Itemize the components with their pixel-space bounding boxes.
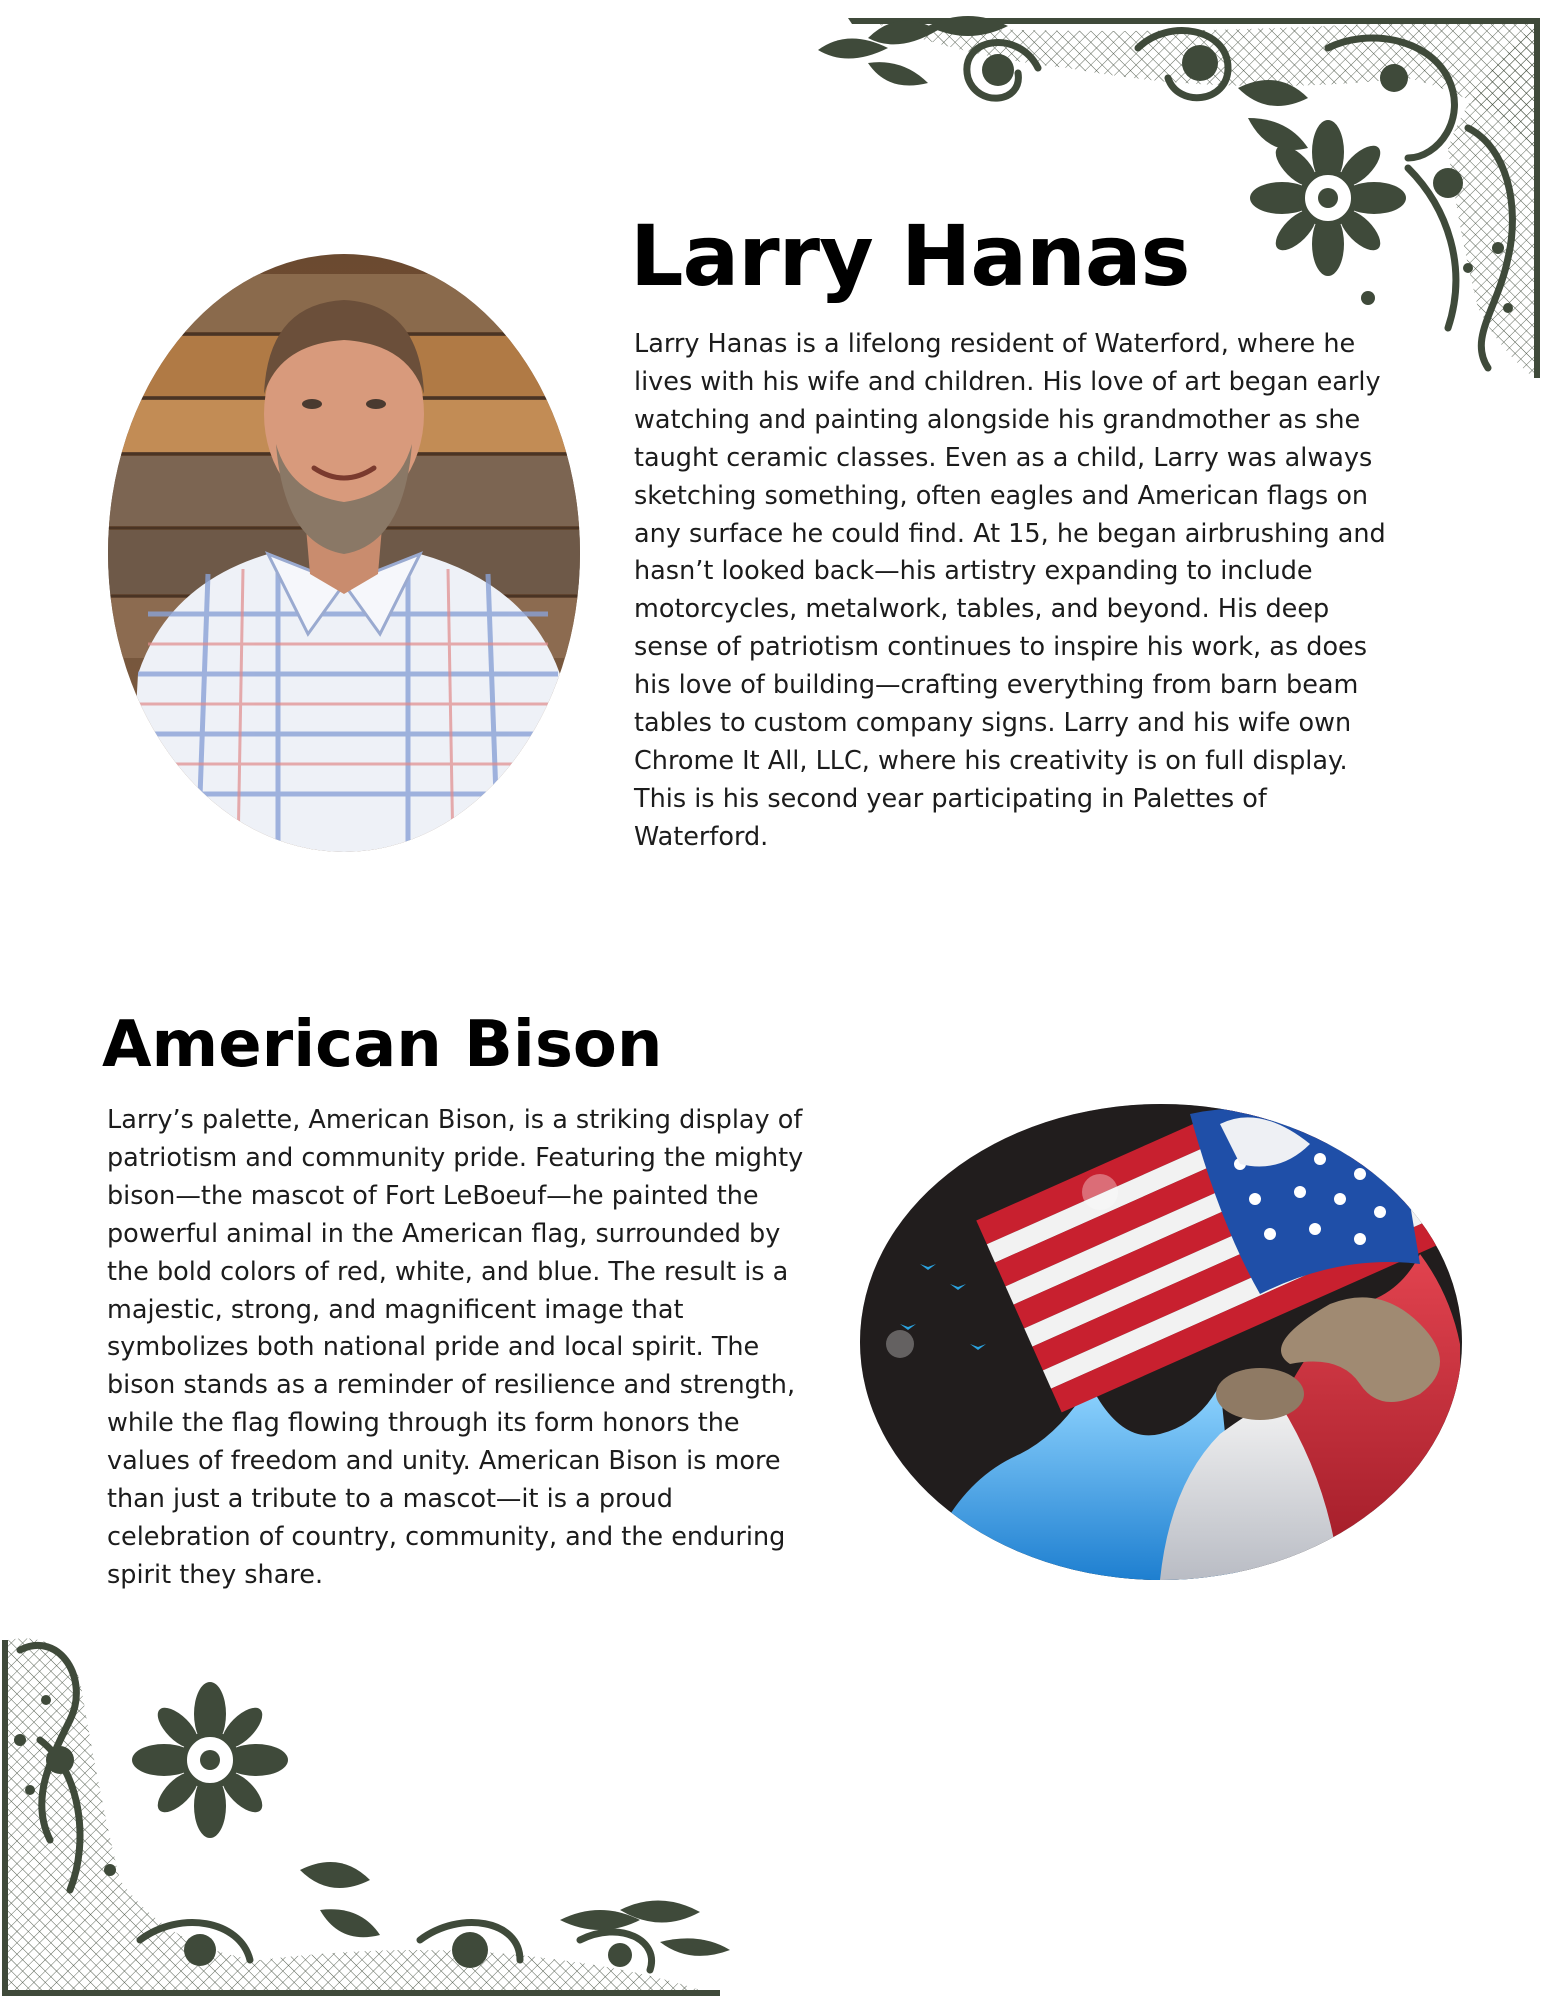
artist-bio: Larry Hanas is a lifelong resident of Waterford, where he lives with his wife and children. His love of art began early watching and painting alongside his grandmother as she taught ceramic classes. Even as a child, Larry was always sketching something, often eagles and American flags on any surface he could find. At 15, he began airbrushing and hasn’t looked back—his artistry expanding to include motorcycles, metalwork, tables, and beyond. His deep sense of patriotism continues to inspire his work, as does his love of building—crafting everything from barn beam tables to custom company signs. Larry and his wife own Chrome It All, LLC, where his creativity is on full display. This is his second year participating in Palettes of Waterford.	[634, 329, 1386, 852]
artwork-photo	[860, 1104, 1462, 1580]
artist-portrait	[108, 254, 580, 852]
artwork-description: Larry’s palette, American Bison, is a striking display of patriotism and community pride. Featuring the mighty bison—the mascot of Fort LeBoeuf—he painted the powerful animal in the American flag, surrounded by the bold colors of red, white, and blue. The result is a majestic, strong, and magnificent image that symbolizes both national pride and local spirit. The bison stands as a reminder of resilience and strength, while the flag flowing through its form honors the values of freedom and unity. American Bison is more than just a tribute to a mascot—it is a proud celebration of country, community, and the enduring spirit they share.	[107, 1105, 804, 1590]
lace-corner-bottom-left-icon	[0, 1620, 740, 2000]
artist-name-heading: Larry Hanas	[630, 207, 1190, 305]
artwork-title-heading: American Bison	[102, 1008, 663, 1082]
